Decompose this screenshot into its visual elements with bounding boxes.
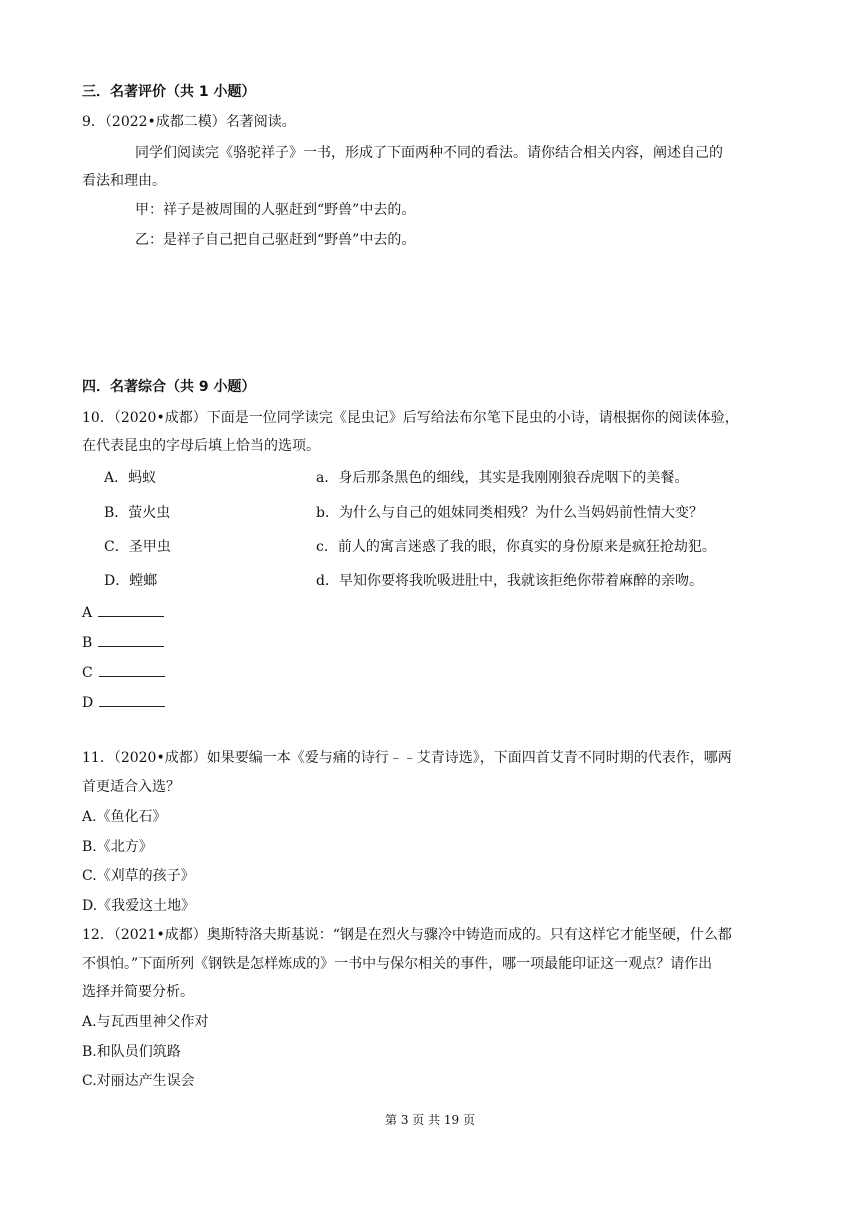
answer-blank[interactable] bbox=[99, 692, 165, 707]
q10-poem-a: a．身后那条黑色的细线，其实是我刚刚狼吞虎咽下的美餐。 bbox=[316, 470, 689, 486]
q10-insect-b: B．萤火虫 bbox=[104, 505, 171, 521]
q11-stem: 11．（2020•成都）如果要编一本《爱与痛的诗行﹣﹣艾青诗选》，下面四首艾青不同时期的代表作，哪两 bbox=[82, 750, 732, 766]
q10-poem-c: c．前人的寓言迷惑了我的眼，你真实的身份原来是疯狂抢劫犯。 bbox=[316, 539, 716, 555]
q11-stem-cont: 首更适合入选？ bbox=[82, 779, 180, 795]
q10-answer-d[interactable] bbox=[82, 692, 165, 713]
q12-option-b: B.和队员们筑路 bbox=[82, 1044, 181, 1060]
q12-stem: 12．（2021•成都）奥斯特洛夫斯基说：“钢是在烈火与骤冷中铸造而成的。只有这样它才能坚硬，什么都 bbox=[82, 927, 732, 943]
q10-answer-a[interactable] bbox=[82, 602, 164, 623]
q10-insect-a: A．蚂蚁 bbox=[104, 470, 157, 486]
page-footer: 第 3 页 共 19 页 bbox=[385, 1113, 475, 1127]
q10-poem-d: d．早知你要将我吮吸进肚中，我就该拒绝你带着麻醉的亲吻。 bbox=[316, 573, 703, 589]
q12-option-a: A.与瓦西里神父作对 bbox=[82, 1014, 209, 1030]
q10-insect-d: D．螳螂 bbox=[104, 573, 158, 589]
q10-answer-b[interactable] bbox=[82, 632, 164, 653]
answer-label: A bbox=[82, 605, 93, 621]
answer-label: B bbox=[82, 635, 93, 651]
q9-view-jia: 甲：祥子是被周围的人驱赶到“野兽”中去的。 bbox=[135, 202, 416, 218]
q11-option-a: A.《鱼化石》 bbox=[82, 809, 167, 825]
q10-poem-b: b．为什么与自己的姐妹同类相残？为什么当妈妈前性情大变？ bbox=[316, 505, 703, 521]
q9-stem: 9．（2022•成都二模）名著阅读。 bbox=[82, 114, 296, 130]
section3-heading: 三．名著评价（共 1 小题） bbox=[82, 84, 256, 100]
q12-option-c: C.对丽达产生误会 bbox=[82, 1073, 195, 1089]
q10-answer-c[interactable] bbox=[82, 662, 165, 683]
q11-option-d: D.《我爱这土地》 bbox=[82, 898, 196, 914]
q10-stem-cont: 在代表昆虫的字母后填上恰当的选项。 bbox=[82, 438, 320, 454]
q10-insect-c: C．圣甲虫 bbox=[104, 539, 171, 555]
answer-blank[interactable] bbox=[98, 632, 164, 647]
q10-stem: 10．（2020•成都）下面是一位同学读完《昆虫记》后写给法布尔笔下昆虫的小诗，请根据你的阅读体验， bbox=[82, 410, 739, 426]
q9-view-yi: 乙：是祥子自己把自己驱赶到“野兽”中去的。 bbox=[135, 232, 416, 248]
q11-option-c: C.《刈草的孩子》 bbox=[82, 868, 195, 884]
section4-heading: 四．名著综合（共 9 小题） bbox=[82, 379, 256, 395]
answer-blank[interactable] bbox=[99, 662, 165, 677]
q11-option-b: B.《北方》 bbox=[82, 839, 153, 855]
answer-label: D bbox=[82, 695, 94, 711]
q9-para1-cont: 看法和理由。 bbox=[82, 173, 166, 189]
q12-stem-cont2: 选择并简要分析。 bbox=[82, 984, 194, 1000]
answer-blank[interactable] bbox=[98, 602, 164, 617]
q9-para1: 同学们阅读完《骆驼祥子》一书，形成了下面两种不同的看法。请你结合相关内容，阐述自己的 bbox=[135, 145, 723, 161]
answer-label: C bbox=[82, 665, 93, 681]
q12-stem-cont: 不惧怕。”下面所列《钢铁是怎样炼成的》一书中与保尔相关的事件，哪一项最能印证这一观点？请作出 bbox=[82, 956, 713, 972]
